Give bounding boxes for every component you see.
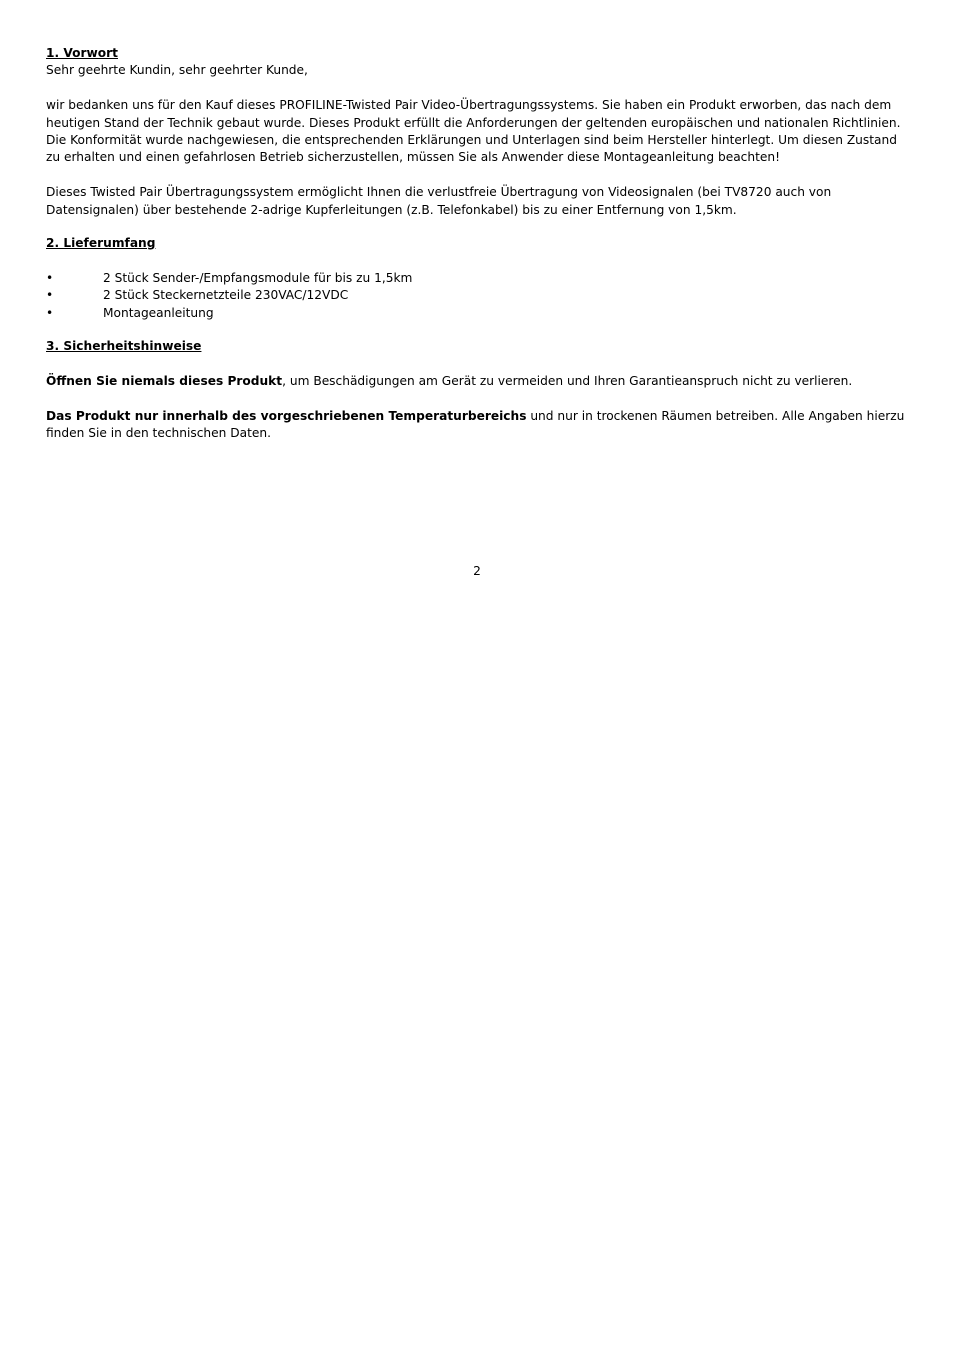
description-paragraph: Dieses Twisted Pair Übertragungssystem ermöglicht Ihnen die verlustfreie Übertragung von Videosignalen (bei TV8720 auch von Datensignalen) über bestehende 2-adrige Kupferleitungen (z.B. Telefonkabel) bis zu einer Entfernung von 1,5km. [46,185,832,217]
list-item [46,270,906,287]
safety-warning-1-bold: Öffnen Sie niemals dieses Produkt [46,373,283,388]
safety-warning-2 [46,408,906,443]
bullet-icon: • [46,305,54,320]
document-page [46,45,906,442]
safety-warning-1-text: , um Beschädigungen am Gerät zu vermeiden und Ihren Garantieanspruch nicht zu verlieren. [282,373,853,388]
list-item [46,287,906,304]
bullet-icon: • [46,288,54,303]
bullet-icon: • [46,270,54,285]
page-number: 2 [473,564,481,578]
list-item-text: Montageanleitung [103,305,214,320]
safety-warning-1 [46,373,906,390]
safety-warning-2-text: und nur in trockenen Räumen betreiben. Alle Angaben hierzu finden Sie in den technischen Daten. [46,408,905,441]
section-heading-sicherheitshinweise: 3. Sicherheitshinweise [46,339,202,354]
section-heading-lieferumfang: 2. Lieferumfang [46,236,156,251]
list-item-text: 2 Stück Steckernetzteile 230VAC/12VDC [103,288,349,303]
list-item [46,305,906,322]
list-item-text: 2 Stück Sender-/Empfangsmodule für bis zu 1,5km [103,270,413,285]
intro-paragraph: wir bedanken uns für den Kauf dieses PROFILINE-Twisted Pair Video-Übertragungssystems. Sie haben ein Produkt erworben, das nach dem heutigen Stand der Technik gebaut wurde. Dieses Produkt erfüllt die Anforderungen der geltenden europäischen und nationalen Richtlinien. Die Konformität wurde nachgewiesen, die entsprechenden Erklärungen und Unterlagen sind beim Hersteller hinterlegt. Um diesen Zustand zu erhalten und einen gefahrlosen Betrieb sicherzustellen, müssen Sie als Anwender diese Montageanleitung beachten! [46,98,901,165]
delivery-list [46,270,906,322]
greeting: Sehr geehrte Kundin, sehr geehrter Kunde, [46,63,308,78]
safety-warning-2-bold: Das Produkt nur innerhalb des vorgeschriebenen Temperaturbereichs [46,408,527,423]
section-heading-vorwort: 1. Vorwort [46,46,118,60]
